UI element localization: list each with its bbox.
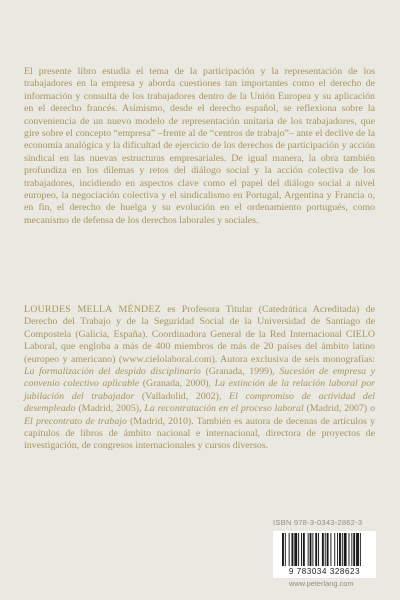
barcode-stripe — [298, 533, 299, 566]
barcode-stripe — [312, 533, 313, 566]
isbn-label: ISBN 978-3-0343-2862-3 — [273, 518, 363, 527]
work-title-4: El compromiso de actividad del desempleado — [24, 390, 375, 415]
barcode-stripe — [315, 533, 317, 566]
barcode-stripe — [339, 533, 341, 566]
barcode-number: 9 783034 328623 — [273, 566, 376, 576]
author-biography — [24, 304, 375, 453]
barcode-stripe — [318, 533, 319, 566]
bio-text-2: (Granada, 1999), — [200, 366, 280, 378]
bio-text-1: es Profesora Titular (Catedrática Acreditada) de Derecho del Trabajo y de la Seguridad Social de la Universidad de Santiago de Compostela (Galicia, España). Coordinadora General de la Red Internacional CIELO Laboral, que engloba a más de 400 miembros de más de 20 países del ámbito latino (europeo y americano) (www.cielolaboral.com). Autora exclusiva de seis monografías: — [24, 304, 375, 365]
barcode-stripe — [303, 533, 305, 566]
barcode-stripe — [325, 533, 326, 566]
barcode-stripe — [310, 533, 312, 566]
barcode-stripe — [289, 533, 290, 566]
barcode-stripe — [294, 533, 297, 566]
bio-text-8: (Madrid, 2010). También es autora de decenas de artículos y capítulos de libros de ámbito nacional e internacional, directora de proyectos de investigación, de congresos internacionales y cursos diversos. — [24, 415, 376, 452]
bio-text-4: (Valladolid, 2002), — [134, 390, 230, 402]
work-title-1: La formalización del despido disciplinario — [24, 366, 201, 378]
barcode-stripe — [337, 533, 338, 566]
barcode-stripe — [301, 533, 302, 566]
barcode-stripe — [308, 533, 309, 566]
barcode-stripe — [292, 533, 294, 566]
bio-text-6: (Madrid, 2007) — [303, 403, 371, 415]
barcode-stripe — [360, 533, 361, 566]
barcode-stripe — [349, 533, 350, 566]
barcode-stripe — [322, 533, 324, 566]
bio-text-3: (Granada, 2000), — [139, 378, 215, 390]
work-title-6: El precontrato de trabajo — [24, 415, 127, 427]
work-title-2: Sucesión de empresa y convenio colectivo aplicable — [24, 366, 375, 390]
author-name: LOURDES MELLA MÉNDEZ — [24, 304, 161, 315]
work-title-3: La extinción de la relación laboral por jubilación del trabajador — [24, 378, 375, 402]
barcode-stripe — [353, 533, 355, 566]
barcode-stripe — [356, 533, 359, 566]
barcode-stripe — [330, 533, 331, 566]
bio-text-5: (Madrid, 2005), — [75, 403, 145, 415]
barcode-stripe — [334, 533, 335, 566]
barcode-block — [273, 518, 376, 592]
work-title-5: La recontratación en el proceso laboral — [144, 403, 304, 415]
barcode-stripe — [342, 533, 343, 566]
barcode-stripe — [282, 533, 284, 566]
bio-conjunction: o — [370, 403, 375, 415]
barcode-stripe — [351, 533, 352, 566]
barcode-stripe — [327, 533, 329, 566]
barcode-stripe — [344, 533, 347, 566]
back-cover-blurb: El presente libro estudia el tema de la participación y la representación de los trabajadores en la empresa y aborda cuestiones tan importantes como el derecho de información y consulta de los trabajadores dentro de la Unión Europea y su aplicación en el derecho francés. Asimismo, desde el derecho español, se reflexiona sobre la conveniencia de un nuevo modelo de representación unitaria de los trabajadores, que gire sobre el concepto “empresa” –frente al de “centros de trabajo”– ante el declive de la economía analógica y la dificultad de ejercicio de los derechos de participación y acción sindical en las nuevas estructuras empresariales. De igual manera, la obra también profundiza en los dilemas y retos del diálogo social y la acción colectiva de los trabajadores, incidiendo en aspectos clave como el papel del diálogo social a nivel europeo, la negociación colectiva y el sindicalismo en Portugal, Argentina y Francia o, en fin, el derecho de huelga y su evolución en el ordenamiento portugués, como mecanismo de defensa de los derechos laborales y sociales. — [24, 66, 375, 226]
publisher-url: www.peterlang.com — [289, 579, 354, 588]
barcode-stripe — [285, 533, 286, 566]
